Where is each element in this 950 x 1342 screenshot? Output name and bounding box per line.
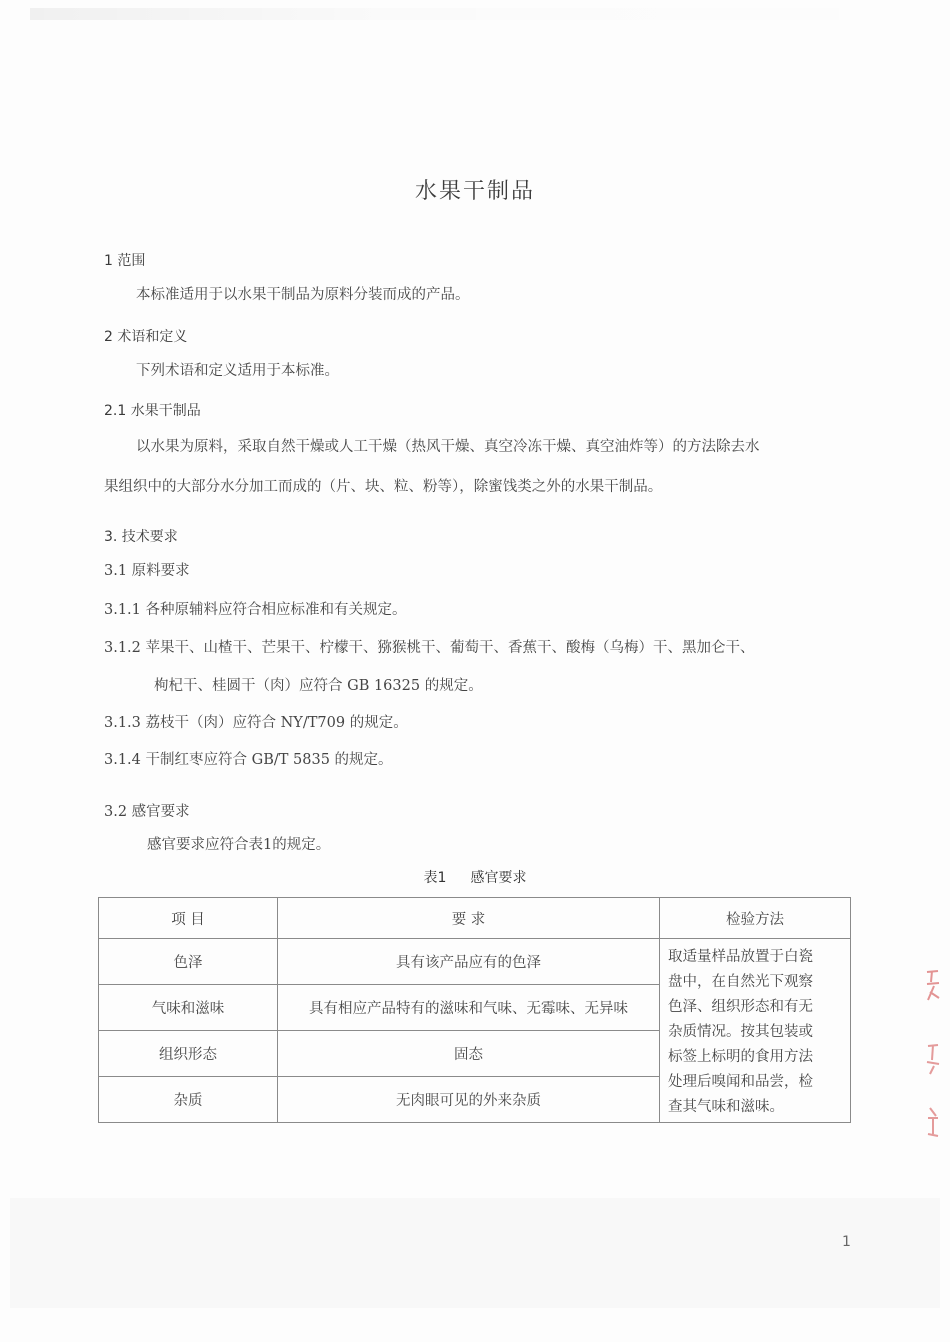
item-3-1-2-line-2: 枸杞干、桂圆干（肉）应符合 GB 16325 的规定。 [154,678,483,694]
cell-item: 气味和滋味 [99,985,278,1031]
section-2-heading: 2 术语和定义 [104,329,188,345]
cell-requirement: 无肉眼可见的外来杂质 [278,1077,660,1123]
cell-requirement: 具有相应产品特有的滋味和气味、无霉味、无异味 [278,985,660,1031]
table-header-row [99,898,851,939]
section-2-1-text-line-1: 以水果为原料，采取自然干燥或人工干燥（热风干燥、真空冷冻干燥、真空油炸等）的方法除去水 [136,439,760,455]
section-1-heading: 1 范围 [104,253,146,269]
cell-item: 杂质 [99,1077,278,1123]
item-3-1-2-line-1: 3.1.2 苹果干、山楂干、芒果干、柠檬干、猕猴桃干、葡萄干、香蕉干、酸梅（乌梅）干、黑加仑干、 [104,640,755,656]
method-line: 查其气味和滋味。 [668,1099,784,1115]
item-3-1-1: 3.1.1 各种原辅料应符合相应标准和有关规定。 [104,602,407,618]
document-title: 水果干制品 [414,179,535,204]
method-line: 盘中，在自然光下观察 [668,974,813,990]
section-2-1-heading: 2.1 水果干制品 [104,403,201,419]
method-line: 取适量样品放置于白瓷 [668,949,813,965]
seal-stamp-fragment-icon [924,1040,942,1076]
table-caption-title: 感官要求 [470,870,527,886]
table-caption [0,867,950,887]
section-1-text: 本标准适用于以水果干制品为原料分装而成的产品。 [136,287,470,303]
method-line: 标签上标明的食用方法 [668,1049,813,1065]
section-3-heading: 3. 技术要求 [104,529,178,545]
table-caption-number: 表1 [423,870,447,886]
method-line: 色泽、组织形态和有无 [668,999,813,1015]
header-method: 检验方法 [660,898,851,939]
seal-stamp-fragment-icon [924,968,942,1004]
header-requirement: 要 求 [278,898,660,939]
section-3-2-heading: 3.2 感官要求 [104,804,190,820]
section-2-1-text-line-2: 果组织中的大部分水分加工而成的（片、块、粒、粉等），除蜜饯类之外的水果干制品。 [104,479,663,495]
seal-stamp-fragment-icon [924,1104,942,1140]
item-3-1-4: 3.1.4 干制红枣应符合 GB/T 5835 的规定。 [104,752,393,768]
cell-item: 组织形态 [99,1031,278,1077]
header-item: 项 目 [99,898,278,939]
cell-method [660,939,851,1123]
cell-item: 色泽 [99,939,278,985]
page-number: 1 [842,1234,851,1250]
method-line: 处理后嗅闻和品尝，检 [668,1074,813,1090]
item-3-1-3: 3.1.3 荔枝干（肉）应符合 NY/T709 的规定。 [104,715,408,731]
scan-shadow-top [30,8,930,20]
scan-shadow-bottom [10,1198,940,1308]
section-3-1-heading: 3.1 原料要求 [104,563,190,579]
section-2-text: 下列术语和定义适用于本标准。 [136,363,339,379]
method-line: 杂质情况。按其包装或 [668,1024,813,1040]
sensory-requirements-table [98,897,851,1123]
cell-requirement: 具有该产品应有的色泽 [278,939,660,985]
cell-requirement: 固态 [278,1031,660,1077]
section-3-2-text: 感官要求应符合表1的规定。 [147,837,331,853]
table-row [99,939,851,985]
